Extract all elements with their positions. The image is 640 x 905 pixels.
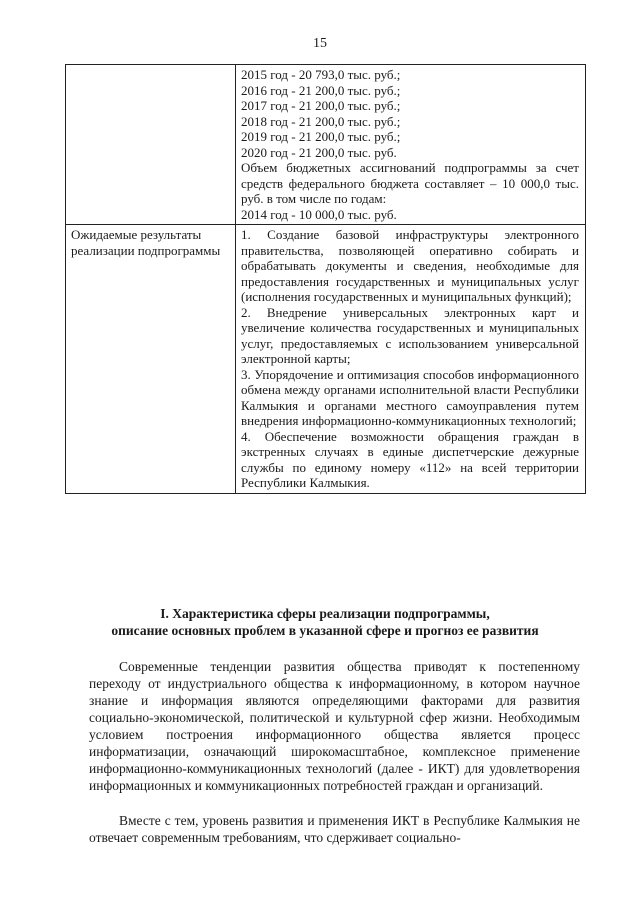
body-paragraph: Современные тенденции развития общества приводят к постепенному переходу от индустриального общества к информационному, в котором научное знание и информация являются определяющими факторами для развития социально-экономической, политической и культурной сфер жизни. Необходимым условием построения информационного общества является процесс информатизации, означающий широкомасштабное, комплексное применение информационно-коммуникационных технологий (далее - ИКТ) для удовлетворения информационных и коммуникационных потребностей граждан и организаций.	[89, 659, 580, 793]
table-cell-budget	[236, 65, 586, 225]
budget-year-line: 2016 год - 21 200,0 тыс. руб.;	[241, 82, 401, 98]
budget-year-line: 2019 год - 21 200,0 тыс. руб.;	[241, 129, 401, 144]
budget-year-line: 2018 год - 21 200,0 тыс. руб.;	[241, 113, 401, 129]
result-item: 2. Внедрение универсальных электронных карт и увеличение количества государственных и муниципальных услуг, предоставляемых с использованием универсальной электронной карты;	[241, 304, 579, 366]
program-passport-table	[65, 64, 586, 494]
federal-budget-text: Объем бюджетных ассигнований подпрограммы за счет средств федерального бюджета составляет – 10 000,0 тыс. руб. в том числе по годам:	[241, 160, 579, 206]
section-heading	[70, 605, 580, 639]
budget-year-line: 2015 год - 20 793,0 тыс. руб.;	[241, 67, 401, 82]
body-paragraph: Вместе с тем, уровень развития и применения ИКТ в Республике Калмыкия не отвечает современным требованиям, что сдерживает социально-	[89, 813, 580, 845]
table-cell-results	[236, 225, 586, 494]
budget-year-line: 2017 год - 21 200,0 тыс. руб.;	[241, 98, 401, 113]
page-number: 15	[313, 36, 327, 51]
federal-budget-year: 2014 год - 10 000,0 тыс. руб.	[241, 206, 397, 222]
table-row-budget	[66, 65, 586, 225]
table-cell-label-empty	[66, 65, 236, 225]
result-item: 3. Упорядочение и оптимизация способов информационного обмена между органами исполнительной власти Республики Калмыкия и органами местного самоуправления путем внедрения информационно-коммуникационных технологий;	[241, 366, 579, 428]
result-item: 4. Обеспечение возможности обращения граждан в экстренных случаях в единые диспетчерские дежурные службы по единому номеру «112» на всей территории Республики Калмыкия.	[241, 428, 579, 490]
table-cell-results-label: Ожидаемые результаты реализации подпрограммы	[66, 225, 236, 494]
result-item: 1. Создание базовой инфраструктуры электронного правительства, позволяющей оперативно собирать и обрабатывать документы и сведения, необходимые для предоставления государственных и муниципальных услуг (исполнения государственных и муниципальных функций);	[241, 227, 579, 304]
section-heading-line: описание основных проблем в указанной сфере и прогноз ее развития	[111, 623, 539, 638]
table-row-results	[66, 225, 586, 494]
section-heading-line: I. Характеристика сферы реализации подпрограммы,	[160, 606, 490, 621]
budget-year-line: 2020 год - 21 200,0 тыс. руб.	[241, 144, 397, 160]
